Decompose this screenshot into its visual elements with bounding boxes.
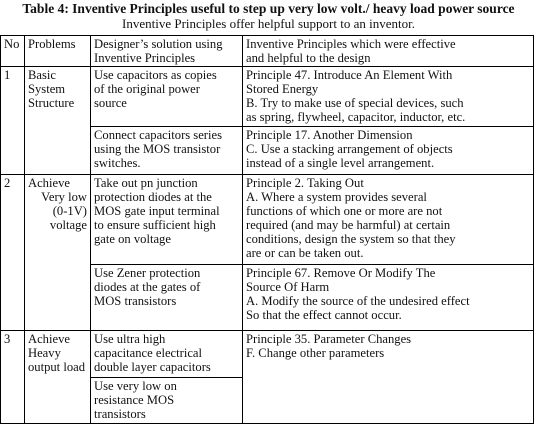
header-no: No [1,36,25,67]
table-subtitle: Inventive Principles offer helpful support to an inventor. [122,16,415,31]
header-solution: Designer’s solution using Inventive Principles [91,36,243,67]
principle-cell: Principle 2. Taking Out A. Where a system provides several functions of which one or more are not required (and may be harmful) at certain conditions, design the system so that they are or can be taken out. [243,175,534,265]
principle-cell: Principle 35. Parameter Changes F. Change other parameters [243,331,534,424]
solution-cell: Take out pn junction protection diodes at the MOS gate input terminal to ensure sufficient high gate on voltage [91,175,243,265]
principle-cell: Principle 47. Introduce An Element With Stored Energy B. Try to make use of special devices, such as spring, flywheel, capacitor, inductor, etc. [243,67,534,127]
solution-cell: Connect capacitors series using the MOS transistor switches. [91,127,243,175]
row-problem: Basic System Structure [25,67,91,175]
row-number: 3 [1,331,25,424]
table-caption: Table 4: Inventive Principles useful to step up very low volt./ heavy load power source [22,1,515,16]
solution-cell: Use Zener protection diodes at the gates of MOS transistors [91,265,243,331]
principle-cell: Principle 67. Remove Or Modify The Source Of Harm A. Modify the source of the undesired effect So that the effect cannot occur. [243,265,534,331]
solution-cell: Use capacitors as copies of the original power source [91,67,243,127]
table-row [1,67,534,127]
problem-line: Achieve [28,176,70,190]
solution-cell: Use ultra high capacitance electrical double layer capacitors [91,331,243,378]
row-number: 1 [1,67,25,175]
row-problem: Achieve Heavy output load [25,331,91,424]
problem-line: (0-1V) [52,204,87,218]
header-problems: Problems [25,36,91,67]
problem-line: Very low [41,190,87,204]
problem-line: voltage [49,218,87,232]
inventive-principles-table [0,35,534,424]
row-number: 2 [1,175,25,331]
header-principles: Inventive Principles which were effective and helpful to the design [243,36,534,67]
header-row [1,36,534,67]
principle-cell: Principle 17. Another Dimension C. Use a stacking arrangement of objects instead of a single level arrangement. [243,127,534,175]
table-row [1,175,534,265]
table-row [1,331,534,378]
solution-cell: Use very low on resistance MOS transistors [91,378,243,424]
row-problem [25,175,91,331]
